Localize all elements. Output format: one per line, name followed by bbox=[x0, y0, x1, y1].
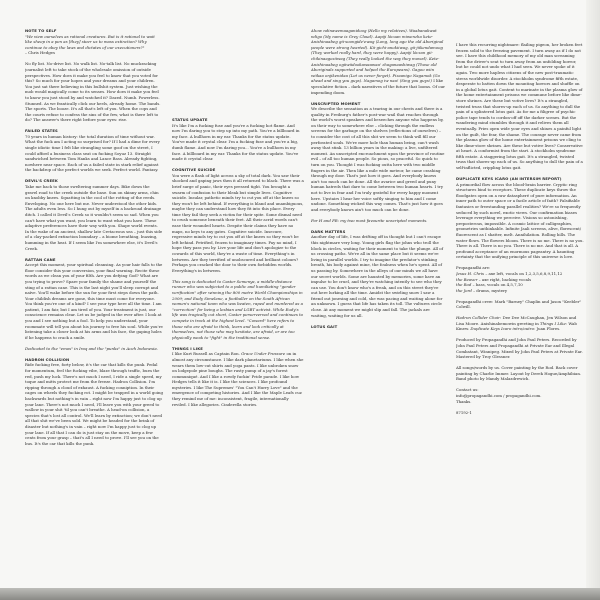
credit-text: Dee Dee McCaughan, Jen Wilson and Lisa Moore. Anishinabemowin greeting in bbox=[456, 315, 577, 326]
page-shadow bbox=[0, 588, 600, 600]
column-spacer bbox=[172, 28, 304, 117]
section-title: STATUS UPDATE bbox=[172, 117, 208, 122]
lyrics-continued bbox=[311, 28, 445, 95]
credit-text: Wab Kinew. bbox=[456, 320, 577, 332]
dedication: Dedicated to the "emos" in Iraq and the "punks" in Aceh Indonesia. bbox=[25, 345, 158, 351]
catalog-number: 87192-1 bbox=[456, 409, 472, 415]
credit-song: Things I Like: bbox=[539, 320, 568, 326]
section-title: THINGS I LIKE bbox=[172, 345, 203, 351]
production-credit: Produced by Propagandhi and John Paul Peters. Recorded by John Paul Peters and Propagandhi at Private Ear and Illegal Combatant, Winnipeg. Mixed by John Paul Peters at Private Ear. Mastered by Troy Glessner. bbox=[456, 337, 583, 360]
ojibwe-passage: Ahow ndinawemaaganidoog (Hello my relatives). Waabanakwat ndigo (My name is Grey Cloud). Aapiji lòcuan miwenzha kete-Anishinaabeg gii-soongide'ewag (Long, long ago the old Aboriginal people were strong hearted). Kii-gichi-anokiiwag, gii-jiikendamoog (They worked really hard, they were happy). Aapiji lòczan gii-chikinaagoziiwag (They really looked the way they moved). Kete-Anishinaabeg ogiiwiidookawaawaa' zhaganaashiwag (Those old Aboriginals supported and helped the Europeans). Gagoo wiin wiikaa onjikenidaa (Let us never forget). Pizaanigo Nagamok (Go ahead and sing you guys). Nagamog iw naa! (Sing you guys!) bbox=[311, 28, 444, 84]
contact-heading: Contact us: bbox=[456, 387, 479, 393]
contact-link[interactable]: info@propagandhi.com / propagandhi.com. bbox=[456, 392, 542, 398]
lyrics-body bbox=[172, 351, 304, 407]
thanks-text: Thanks. bbox=[456, 398, 472, 404]
member-name: the Jord bbox=[456, 287, 472, 293]
section-title: NOTE TO SELF bbox=[25, 28, 57, 33]
lyrics-body: It's like I'm a fucking fuse and you're a fucking hot flame. And now I'm daring you to step up into my path. You're a billboard in my face. A bullhorn in my ear. Thanks for the status update. You've made it crystal clear. I'm a fucking fuse and you're a big, dumb flame. And now I'm daring you... You're a bullhorn in my face. A billboard in my ear. Thanks for the status update. You've made it crystal clear. bbox=[172, 122, 300, 162]
crew-credit: Propagandhi crew: Mark "Barney" Chaplin and Jason "Keebler" Colwill. bbox=[456, 298, 582, 310]
page-edge bbox=[586, 0, 600, 590]
section-title: HADRON COLLISION bbox=[25, 356, 70, 362]
credit-text: Juan Flores. bbox=[536, 326, 561, 332]
members-heading: Propagandhi are: bbox=[456, 265, 491, 271]
member-name: the Beaver bbox=[456, 276, 478, 282]
section-title: LOTUS GAIT bbox=[311, 323, 338, 329]
credit-label: Hadron Collider Choir: bbox=[456, 315, 502, 321]
lyrics-body: Another day of life, I was drifting off in thought but I can't escape this nightmare very long. Young girls flag the johns who troll the block in circles, waiting for their moment to take the plunge. All of us crossing paths. We're all in the same place but it seems we're living in parallel worlds. I try to imagine the predator's stinking breath, his body against mine, the foulness when he's spent. All of us passing by. Somewhere in the alleys of our minds we all have our secret worlds. Some are haunted by memories, some have an impulse to be cruel, and they're watching intently to see who they can use. You don't know who's a freak, and on this street they're out here lurking all the time. Amidst the swirling snow I saw a friend out jonesing and cold, she was pacing and waiting alone for an unknown. I guess that life has taken its toll. The vultures circle close. At any moment we might slip and fall. The jackals are waiting, waiting for us all. bbox=[311, 234, 444, 318]
section-title: RATTAN CANE bbox=[25, 256, 56, 262]
lyrics-text: on in almost any circumstance. I like dark planetariums. I like when she wears them low-cut shirts and yoga pants. I like unbroken snow on lodgepole pine boughs. The rusty pump of a jay's forest communiqué. And I like a rowdy fuckin' Pride parade. I like how Hedges tells it like it is. I like the sciences. I like profound mysteries. I like The Supremes' "You Can't Hurry Love" and the emergence of competing histories. And I like the Maple Leafs cuz they remind me of me: inconsistent, fragile, internationally reviled. I like allegories. Cinderella stories. bbox=[172, 351, 304, 407]
section-title: FAILED STATES bbox=[25, 128, 58, 134]
lyrics-body: Ride fucking free, forty below, it's the car that kills the punk. Pedal for momentum, feel the fucking vibe, blaze through traffic, burn the red, push my luck. There's not much I need, I ride a single speed, my toque and mitts protect me from the freeze. Hadron Collision. I'm ripping through a cloud of exhaust. A fucking conniption. In their cages on wheels they fucking rot. I might be trapped in a world going backwards but nothing's in vain – right now I'm happy just to clog up your lane. There's not much I need, I'll leave you with your greed to wallow in your shit 'til you can't breathe. A head-on collision, a species that's lost all control. We'll learn by extinction; we don't need all that shit we've been sold. We might be headed for the brink of disaster but nothing's in vain – right now I'm happy just to clog up your lane. If all that I can do is just stay on the move, keep a few cents from your grasp – that's all I need to prove. I'll see you on the bus. It's the car that kills the punk. bbox=[25, 362, 163, 446]
column-1 bbox=[25, 28, 163, 452]
lyrics-body: 70 years in human history: the total duration of time without war. What the fuck am I acting so surprised for? If I had a dime for every single idiotic time I felt like strangling some goof on the street, I could afford a business class seat on fucking Soyuz 13. Straight sandwiched between Tom Hanks and Lance Bass. Already fighting, nowhere near space. Each of us a failed state in stark relief against the backdrop of the perfect worlds we seek. Perfect world. Fantasy. bbox=[25, 133, 160, 173]
member-name: Jesus H. Chris bbox=[456, 270, 485, 276]
lyrics-body: Take me back to those sweltering summer days. Bike down the gravel road to the creek outside the base. Sun on skinny arms, chin on knobby knees. Squatting in the cool of the rotting of the reeds. Enveloping. No one here but me. Never understood the other kids. The adults even less. So I hung out by myself in a backroad drainage ditch. I called it Devil's Creek so it wouldn't seem so sad. When you can't have what you want, you learn to want what you have. These adaptive preferences have their way with you. Shape world events. In the wake of an ancient, shallow late Cretaceous sea – just this side of a clay-packed extinction boundary – a biome breathing, buzzing, humming in the heat. If I seem like I'm somewhere else, it's Devil's Creek. bbox=[25, 184, 163, 251]
member-role: – drums, mystery bbox=[473, 287, 508, 293]
band-members bbox=[456, 265, 584, 293]
member-role: – axe right, backing vocals bbox=[478, 276, 532, 282]
lyrics-text: I like Kurt Russell as Captain Ron. bbox=[172, 351, 240, 357]
section-title: COGNITIVE SUICIDE bbox=[172, 167, 216, 173]
art-credit: All songs/words by us. Cover painting by the Rod. Back cover painting by Charlie Immer. Layout by Derek Hogue/Amphibian. Band photo by Mandy Malazdrewich. bbox=[456, 365, 582, 382]
section-title: DARK MATTERS bbox=[311, 228, 346, 234]
credit-label: Duplicate Keys Icaro intro/outro: bbox=[470, 326, 536, 332]
lyrics-body: Accept this moment, your spiritual cleansing. As your hair falls to the floor consider this your conversion, your final warning. Recite these words as we clean you of your filth. Are you defying God? What are you trying to prove? Spare your family the shame and yourself the sting of a rattan cane. This is the last night you'll sleep corrupt and naïve. You'll wake before the sun for your first steps down the path. Your childish dreams are gone, this time must come for everyone. You think you're one of a kind? I see your type here all the time. I am patient, I am fair, but I am tired of you. Your treatment is just, our conscience remains clear. Let us be judged in the ever after. I look at you and I see nothing but a fool. To help you understand, your roommate will tell you about his journey to free his soul. While you're listening take a closer look at his arms and his face, the gaping holes if he happens to crack a smile. bbox=[25, 262, 163, 340]
lyrics-body: No fly list. No-drive list. No walk list. No-talk list. No muckracking journalist left to take stock of the wholesale omission of outside perspectives. How does it make you feel to know that you voted for this? So much for your hopes and your dreams and your children. You just sat there believing in this bullshit system. Just wishing the mob would magically come to its senses. How does it make you feel to know you just stood by and watched it? Dazed. Numb. Powerless. Stunned. As we frantically click our heels, already home. The bands. The sports. The booze. It's all that's left of you. When the cops and the courts refuse to confess the sins of the few, what is there left to do? The answer's there right before your eyes: rise. bbox=[25, 61, 161, 123]
epigraph-quote: "We view ourselves as rational creatures. But is it rational to wait like sheep in a pen as [they] steer us to mass extinction? Why continue to obey the laws and dictates of our executioners?" bbox=[25, 33, 155, 50]
dedication: This song is dedicated to Caster Semenya, a middle-distance runner who was subjected to a public and humiliating "gender verification" after winning the 800 metre World Championships in 2009; and Eudy Simelane, a footballer on the South African women's national team who was beaten, raped and murdered as a "correction" for being a lesbian and LGBT activist. While Eudy's life was tragically cut short, Caster perserverved and continues to compete in track at the highest level. "Coward" here refers to those who are afraid to think, learn and look critically at themselves, not those who may hesitate, are afraid, or are too physically weak to "fight" in the traditional sense. bbox=[172, 278, 303, 340]
lyrics-body: We describe the sensation as a tearing in our chests and there is a quality in Freiburg's father's post-war wail that reaches through the world's worst speakers and beseeches anyone who happens by, on their way to somewhere else – clicking through the endless screens for the garbage on the shelves (reflections of ourselves) – to consider the cost of all this shit we seem to think will fill our perforated souls. We're more hole than human being, can't wash away that stink. 13 billion years in the making: a live, unfiltered moment. An unscripted encroachment upon the province of routine evil – of all too human people. So pious, so peaceful. So quick to turn on you. Thought I was fucking outta here with two middle fingers in the air. Then like a mile wide meteor, he came crashing through my door. That's just how it goes. And everybody knows ain't too much can be done. All the avarice and greed and puny human hatreds that dare to come between two human hearts. I try not to live in fear and I'm truly grateful for every happy moment here. Upstairs I hear her voice softly singing to him and I come undone. Something wicked this way comes. That's just how it goes and everybody knows ain't too much can be done. bbox=[311, 106, 445, 212]
section-title: UNSCRIPTED MOMENT bbox=[311, 100, 361, 106]
lyrics-body: You were a flash of light across a sky of total dark. You saw their shocked and gaping jaws then it all returned to black. There was a brief surge of panic, their eyes pressed tight. You brought a swarm of confusion to their bleak but simple lives. Cognitive suicide. Insular, pathetic minds try to cut you off at the knees so they won't be left behind. If everything is bland and unambiguous, maybe they can understand how they fit into this place. Every time they fail they seek a victim for their spite. Some dismal need to crush someone beneath their feet. All their acrid words can't ease their wounded hearts. Despite their claims they have no maps, no keys to any gates. Cognitive suicide. Insecure, regressive minds try to cut you off at the knees so they won't be left behind. Petrified, frozen to imaginary times. Pay no mind, I hope they pass you by. Live your life and don't apologize to the cowards of this world, they're a waste of time. Everything's in between. Are they terrified of unobscured and brilliant colours? Perhaps you cracked the door to their own forbidden worlds. Everything's in between. bbox=[172, 172, 304, 273]
member-name: the Rod bbox=[456, 282, 472, 288]
lyrics-body: A primordial flow across the blood-brain barrier. Cryptic ring structures bind to receptors. These duplicate keys throw the floodgates open on a raw dataspheré of pure information. An inner path to outer space or a facile article of faith? Falsifiable fantasies or freestanding parallel realities? We're so frequently seduced by such novel, exotic views. Our confirmation biases leverage everything we perceive. Visions so astonishing, preposterous, impossible. A cosmic lattice of calligraphies, geometries unthinkable. Infinite Jaali screens, alive, florescent/ fluorescent as I shatter, melt. Annihilation. Rolling hills. The water flows. The flowers bloom. There is no me. There is no you. There is all. There is no you. There is no me. And that is all. A profound acceptance of an enormous pageantry. A haunting certainty that the unifying principle of this universe is love. bbox=[456, 181, 584, 260]
member-role: – bass, vocals on 4,5,7,10 bbox=[472, 282, 523, 288]
lyrics-italic: Grace Under Pressure bbox=[241, 351, 286, 357]
choir-credit bbox=[456, 315, 584, 332]
section-title: DUPLICATE KEYS ICARO (AN INTERSIM REPORT) bbox=[456, 176, 562, 182]
dedication: For H and FR: my two most favourite unscripted moments. bbox=[311, 217, 428, 223]
epigraph-attribution: – Chris Hedges bbox=[25, 50, 55, 56]
lyrics-body: I have this recurring nightmare: flailing pigeon, her broken feet frozen solid to the freezing pavement. I turn away as if I do not see. I have this childhood memory of my old man screaming from the driver's seat to turn away from an unfolding horror, but he could not undo what I had seen. We never spoke of it again. Two more hapless citizens of the new post-traumatic stress worldwide disorder. A stockholm syndrome fifth estate, desperate to batten down the mounting horrors and shuffle on in a global lotus gait. Content to marinate in the plasma glow of the home entertainment prisons we commune before like dime-store shrines. Are these but votive lives? It's a strangled, twisted truss that shores-up each of us. So anything to dull the pain of a splintered lotus gait. As for me a filigree of psychic police tape tends to cordon-off off the darker scenes. But the wandering mind stumbles through it and relives them all eventually. Pries open wide your eyes and shines a painful light on the guilt, the fear, the shame. The courage never came from the plasma glow of the home entertainment prisons we cling to like dime-store shrines. Are these but votive lives? Conservative at heart. A conformist from the start. A stockholm syndrome fifth estate. A staggering lotus gait. It's a strangled, twisted truss that shores-up each of us. So anything to dull the pain of a self-inflicted, crippling lotus gait. bbox=[456, 42, 583, 171]
column-3 bbox=[311, 28, 445, 329]
column-4 bbox=[456, 42, 584, 421]
section-title: DEVIL'S CREEK bbox=[25, 178, 58, 184]
lyrics-text: I like speculative fiction – dark narratives of the future that looms. Of our impending doom. bbox=[311, 78, 445, 95]
member-role: – axe left, vocals on 1,2,3,5,6,8,9,11,12 bbox=[485, 270, 563, 276]
column-2 bbox=[172, 28, 304, 413]
member-line bbox=[456, 288, 584, 294]
